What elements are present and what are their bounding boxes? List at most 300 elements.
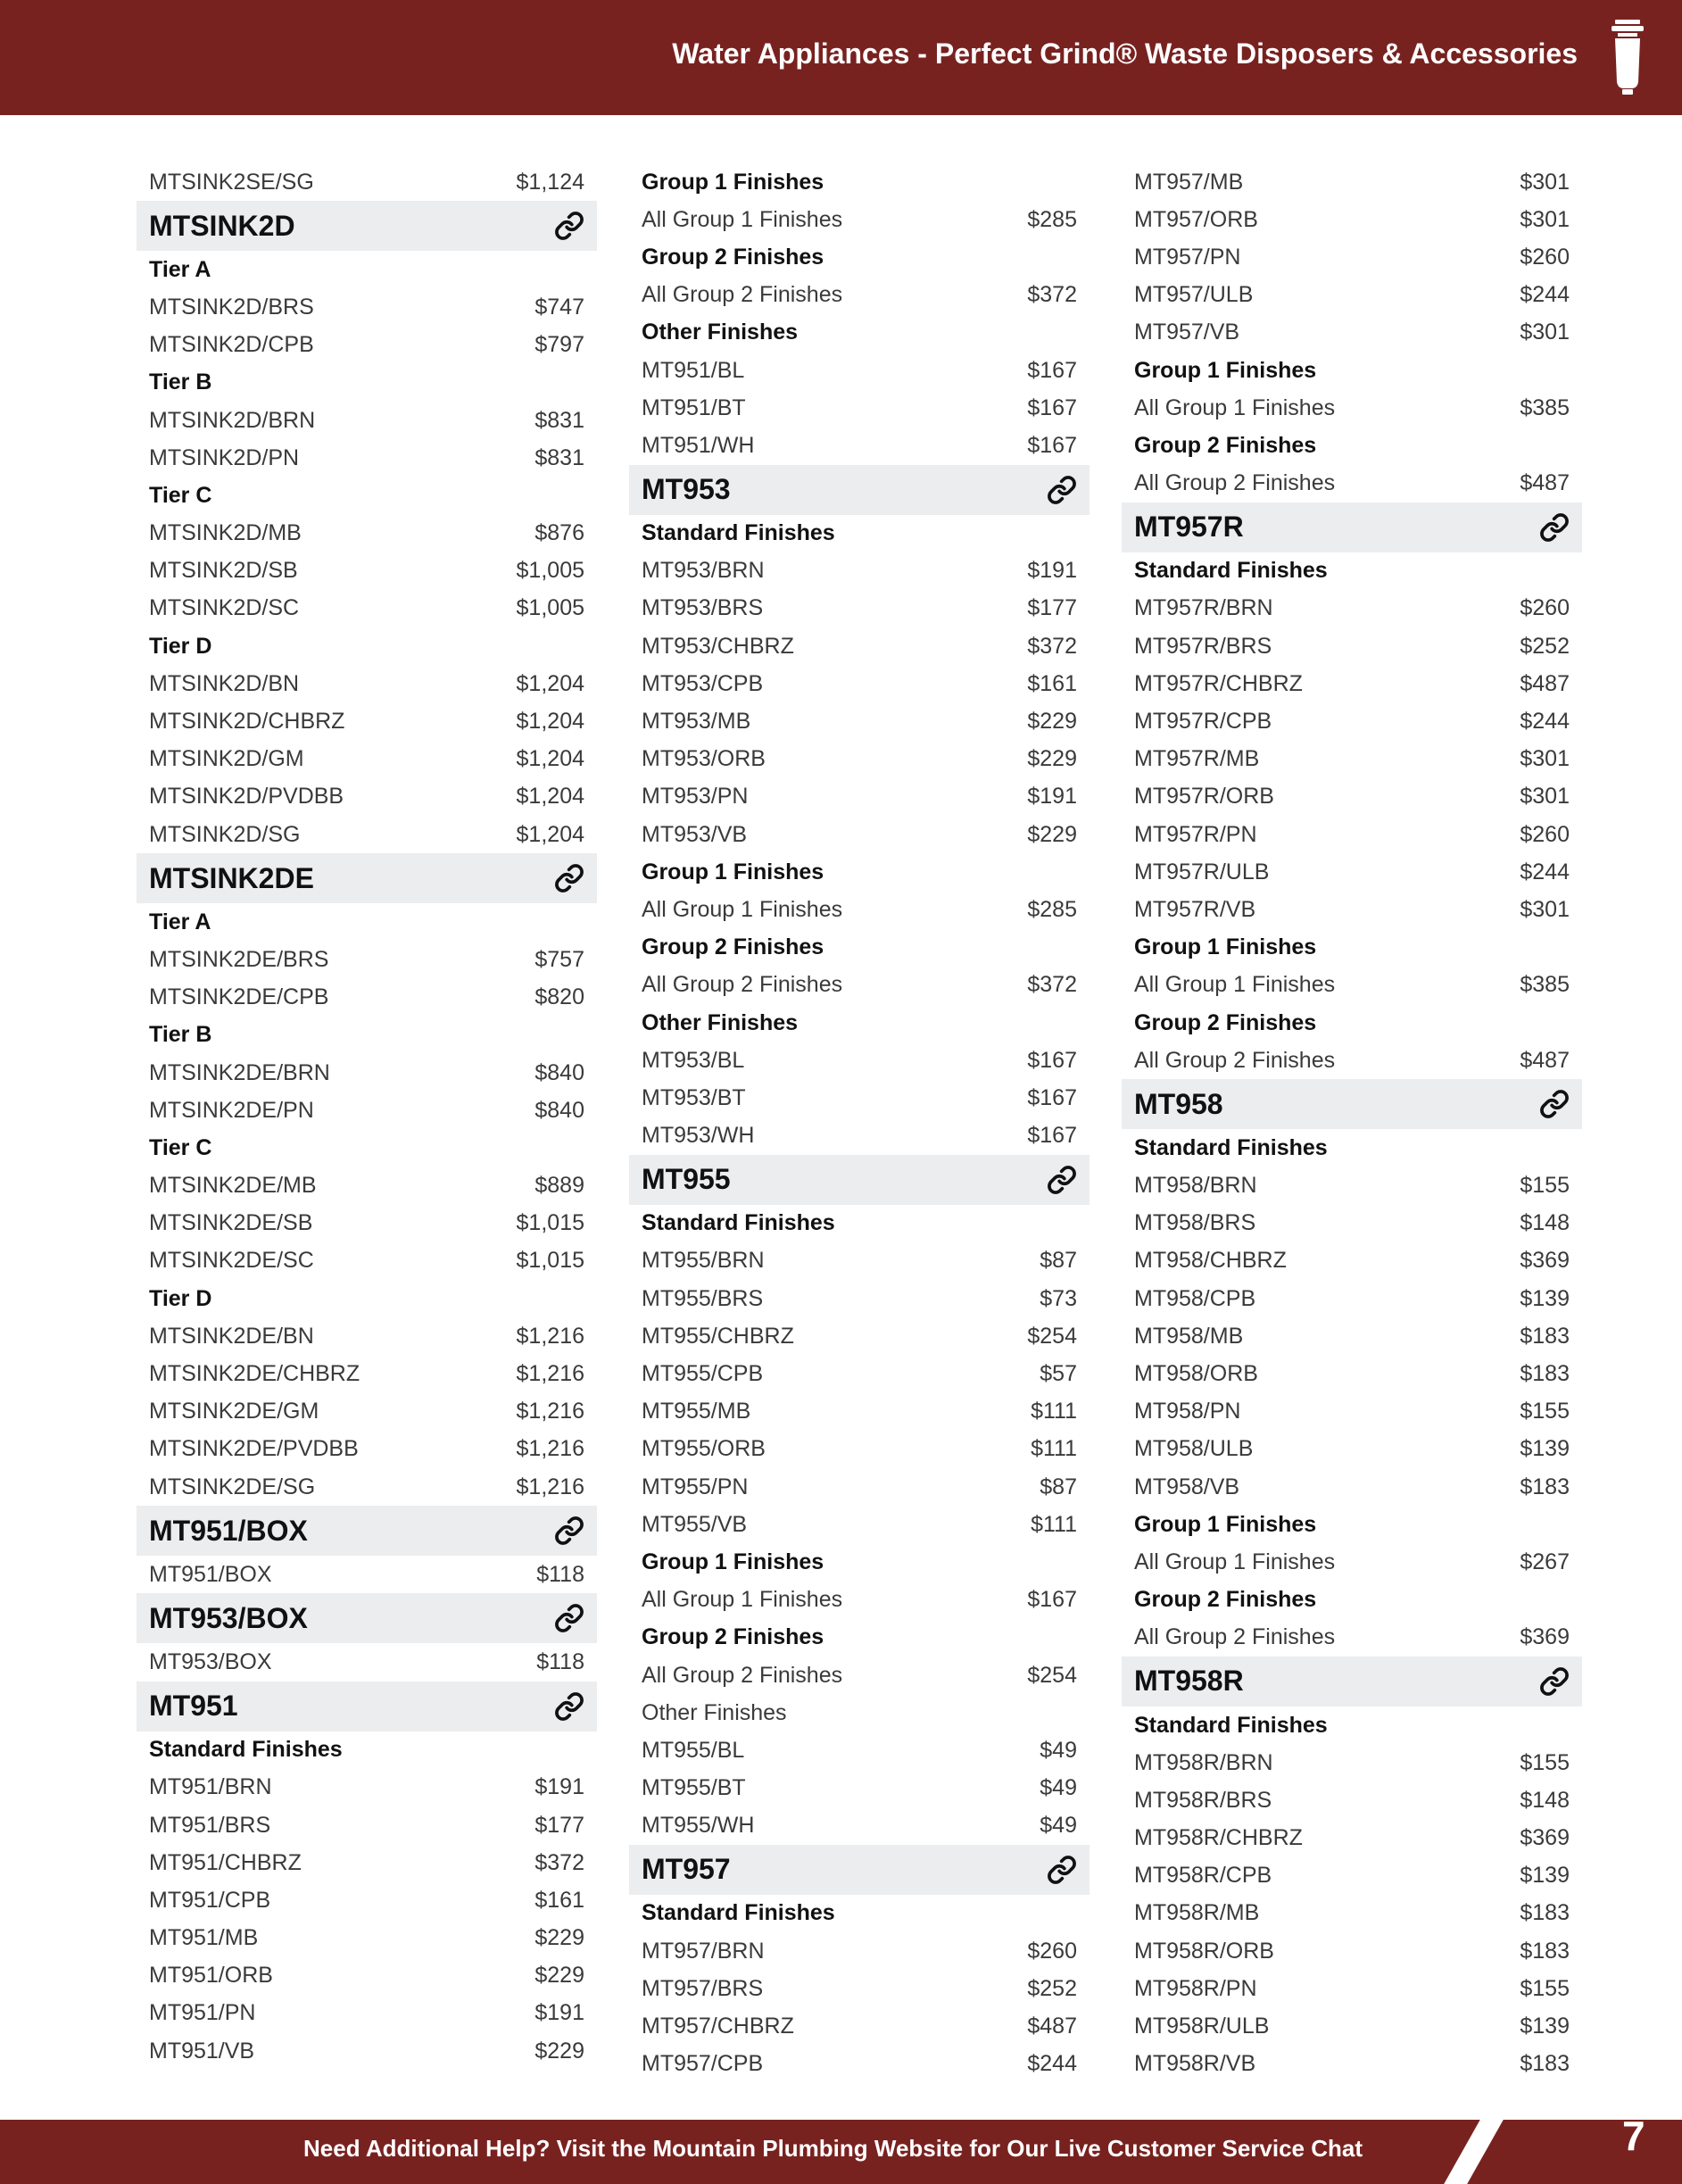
price-value: $301 bbox=[1520, 896, 1570, 922]
sku-label: MT957R/BRN bbox=[1134, 595, 1273, 621]
price-row bbox=[1122, 702, 1582, 740]
sku-label: MT951/CHBRZ bbox=[149, 1849, 302, 1875]
sku-label: MT957R/ULB bbox=[1134, 859, 1270, 884]
price-row bbox=[629, 891, 1090, 928]
price-value: $183 bbox=[1520, 1361, 1570, 1387]
price-value: $1,005 bbox=[516, 558, 584, 584]
link-icon[interactable] bbox=[554, 211, 584, 241]
price-row bbox=[1122, 1280, 1582, 1317]
sku-label: MT955/MB bbox=[642, 1399, 751, 1424]
price-value: $385 bbox=[1520, 972, 1570, 998]
finish-group-label: Group 1 Finishes bbox=[642, 1549, 824, 1574]
price-value: $254 bbox=[1027, 1662, 1077, 1688]
sku-label: MTSINK2DE/SB bbox=[149, 1210, 313, 1236]
price-row bbox=[137, 1806, 597, 1844]
price-row bbox=[137, 1167, 597, 1205]
sku-label: MT958/ORB bbox=[1134, 1361, 1258, 1387]
finish-group-label: Other Finishes bbox=[642, 1009, 799, 1035]
price-value: $139 bbox=[1520, 1285, 1570, 1311]
model-name: MT955 bbox=[642, 1163, 731, 1196]
finish-group-label: Group 2 Finishes bbox=[1134, 432, 1317, 458]
sku-label: MT958R/MB bbox=[1134, 1900, 1260, 1926]
price-row bbox=[137, 163, 597, 201]
price-row bbox=[1122, 627, 1582, 665]
price-row bbox=[629, 1932, 1090, 1970]
model-header bbox=[137, 853, 597, 903]
sku-label: MT951/PN bbox=[149, 2000, 256, 2026]
price-row bbox=[629, 1468, 1090, 1506]
sku-label: MT951/BRN bbox=[149, 1774, 272, 1800]
price-value: $301 bbox=[1520, 784, 1570, 810]
price-row bbox=[629, 1042, 1090, 1079]
sku-label: MT953/CHBRZ bbox=[642, 633, 794, 659]
link-icon[interactable] bbox=[554, 863, 584, 893]
sku-label: MTSINK2D/SG bbox=[149, 821, 301, 847]
price-value: $1,216 bbox=[516, 1361, 584, 1387]
sku-label: All Group 1 Finishes bbox=[642, 206, 843, 232]
price-row bbox=[1122, 1619, 1582, 1657]
price-value: $161 bbox=[534, 1887, 584, 1913]
price-row bbox=[1122, 201, 1582, 238]
price-row bbox=[137, 1317, 597, 1355]
sku-label: MT951/ORB bbox=[149, 1963, 273, 1989]
sku-label: MT953/WH bbox=[642, 1123, 755, 1149]
finish-group-label: Tier B bbox=[149, 1022, 212, 1048]
price-value: $183 bbox=[1520, 2051, 1570, 2077]
sku-label: MTSINK2D/PVDBB bbox=[149, 784, 344, 810]
price-value: $155 bbox=[1520, 1173, 1570, 1199]
price-row bbox=[137, 552, 597, 590]
price-value: $161 bbox=[1027, 670, 1077, 696]
price-value: $49 bbox=[1040, 1737, 1077, 1763]
price-value: $385 bbox=[1520, 394, 1570, 420]
price-row bbox=[1122, 1468, 1582, 1506]
price-row bbox=[1122, 816, 1582, 853]
price-row bbox=[629, 816, 1090, 853]
finish-group-label: Standard Finishes bbox=[1134, 1712, 1328, 1738]
price-row bbox=[1122, 891, 1582, 928]
sku-label: MTSINK2D/PN bbox=[149, 444, 300, 470]
model-name: MT957R bbox=[1134, 511, 1244, 544]
finish-group-label: Group 2 Finishes bbox=[642, 244, 824, 270]
price-value: $1,216 bbox=[516, 1399, 584, 1424]
sku-label: MTSINK2DE/BN bbox=[149, 1323, 314, 1349]
price-row bbox=[137, 1995, 597, 2032]
price-value: $260 bbox=[1520, 821, 1570, 847]
price-row bbox=[137, 515, 597, 552]
sku-label: MT958R/BRN bbox=[1134, 1749, 1273, 1775]
price-row bbox=[137, 1881, 597, 1919]
link-icon[interactable] bbox=[1539, 1666, 1570, 1697]
price-row bbox=[1122, 1167, 1582, 1205]
model-name: MTSINK2DE bbox=[149, 861, 314, 894]
price-row bbox=[629, 665, 1090, 702]
price-value: $831 bbox=[534, 407, 584, 433]
price-row bbox=[137, 1242, 597, 1280]
price-row bbox=[629, 741, 1090, 778]
finish-group-label: Standard Finishes bbox=[642, 1210, 835, 1236]
price-value: $111 bbox=[1031, 1511, 1077, 1537]
price-column-2 bbox=[629, 163, 1090, 2083]
model-header bbox=[1122, 502, 1582, 552]
price-value: $87 bbox=[1040, 1474, 1077, 1499]
sku-label: MT957/BRN bbox=[642, 1938, 765, 1964]
price-value: $254 bbox=[1027, 1323, 1077, 1349]
model-header bbox=[137, 1506, 597, 1556]
sku-label: MT951/VB bbox=[149, 2038, 255, 2064]
price-value: $111 bbox=[1031, 1436, 1077, 1462]
price-row bbox=[1122, 1781, 1582, 1819]
price-value: $757 bbox=[534, 946, 584, 972]
price-row bbox=[137, 1556, 597, 1593]
link-icon[interactable] bbox=[1047, 475, 1077, 505]
price-value: $118 bbox=[536, 1648, 584, 1674]
finish-group-label: Group 1 Finishes bbox=[1134, 357, 1317, 383]
price-row bbox=[137, 288, 597, 326]
sku-label: MT958/CPB bbox=[1134, 1285, 1256, 1311]
price-row bbox=[137, 402, 597, 439]
sku-label: MT958/VB bbox=[1134, 1474, 1240, 1499]
price-row bbox=[137, 327, 597, 364]
price-row bbox=[629, 1731, 1090, 1769]
sku-label: MT957R/PN bbox=[1134, 821, 1257, 847]
sku-label: MT957R/MB bbox=[1134, 746, 1260, 772]
price-row bbox=[137, 2032, 597, 2070]
link-icon[interactable] bbox=[1539, 1089, 1570, 1119]
finish-group-label: Other Finishes bbox=[642, 1699, 787, 1725]
sku-label: MT958R/CPB bbox=[1134, 1863, 1272, 1889]
sku-label: MT957/CPB bbox=[642, 2051, 764, 2077]
finish-group-label: Standard Finishes bbox=[642, 520, 835, 546]
model-name: MT953/BOX bbox=[149, 1601, 308, 1634]
finish-group-label: Tier A bbox=[149, 256, 211, 282]
finish-group-label: Standard Finishes bbox=[1134, 1134, 1328, 1160]
price-row bbox=[629, 2007, 1090, 2045]
price-value: $747 bbox=[534, 294, 584, 320]
link-icon[interactable] bbox=[554, 1603, 584, 1633]
sku-label: MT953/BRS bbox=[642, 595, 764, 621]
price-row bbox=[1122, 1431, 1582, 1468]
price-value: $840 bbox=[534, 1097, 584, 1123]
sku-label: MT951/BRS bbox=[149, 1812, 271, 1838]
price-value: $139 bbox=[1520, 2014, 1570, 2039]
price-value: $229 bbox=[534, 1963, 584, 1989]
price-row bbox=[1122, 465, 1582, 502]
sku-label: All Group 1 Finishes bbox=[642, 896, 843, 922]
price-row bbox=[137, 979, 597, 1017]
price-value: $1,216 bbox=[516, 1474, 584, 1499]
finish-group-label: Other Finishes bbox=[642, 320, 799, 345]
price-value: $183 bbox=[1520, 1474, 1570, 1499]
sku-label: MTSINK2DE/PVDBB bbox=[149, 1436, 359, 1462]
price-value: $301 bbox=[1520, 320, 1570, 345]
sku-label: MTSINK2D/BRN bbox=[149, 407, 316, 433]
model-name: MT957 bbox=[642, 1853, 731, 1886]
link-icon[interactable] bbox=[554, 1516, 584, 1546]
sku-label: MTSINK2DE/PN bbox=[149, 1097, 314, 1123]
price-value: $487 bbox=[1027, 2014, 1077, 2039]
price-value: $148 bbox=[1520, 1787, 1570, 1813]
price-row bbox=[629, 1393, 1090, 1431]
finish-group-label: Group 2 Finishes bbox=[642, 934, 824, 960]
sku-label: MT958R/VB bbox=[1134, 2051, 1256, 2077]
price-row bbox=[1122, 1355, 1582, 1392]
price-row bbox=[137, 702, 597, 740]
price-row bbox=[137, 816, 597, 853]
price-value: $301 bbox=[1520, 746, 1570, 772]
price-row bbox=[137, 1957, 597, 1995]
price-value: $229 bbox=[1027, 746, 1077, 772]
price-value: $889 bbox=[534, 1173, 584, 1199]
price-row bbox=[1122, 389, 1582, 427]
price-value: $155 bbox=[1520, 1975, 1570, 2001]
sku-label: MT957/MB bbox=[1134, 169, 1244, 195]
price-value: $1,204 bbox=[516, 784, 584, 810]
price-value: $876 bbox=[534, 520, 584, 546]
price-value: $244 bbox=[1520, 282, 1570, 308]
price-value: $155 bbox=[1520, 1399, 1570, 1424]
price-row bbox=[1122, 1393, 1582, 1431]
sku-label: MT955/CPB bbox=[642, 1361, 764, 1387]
sku-label: MT953/CPB bbox=[642, 670, 764, 696]
sku-label: MT958/PN bbox=[1134, 1399, 1241, 1424]
finish-group-label: Group 2 Finishes bbox=[1134, 1587, 1317, 1613]
price-row bbox=[137, 778, 597, 816]
price-row bbox=[137, 1643, 597, 1681]
finish-group-label: Tier A bbox=[149, 909, 211, 934]
price-row bbox=[137, 1205, 597, 1242]
sku-label: MT953/PN bbox=[642, 784, 749, 810]
price-value: $267 bbox=[1520, 1549, 1570, 1574]
price-value: $244 bbox=[1027, 2051, 1077, 2077]
sku-label: All Group 2 Finishes bbox=[642, 282, 843, 308]
sku-label: MTSINK2D/BN bbox=[149, 670, 300, 696]
price-row bbox=[1122, 665, 1582, 702]
model-header bbox=[137, 1593, 597, 1643]
price-value: $183 bbox=[1520, 1938, 1570, 1964]
sku-label: MT955/ORB bbox=[642, 1436, 766, 1462]
price-row bbox=[137, 1092, 597, 1129]
sku-label: All Group 2 Finishes bbox=[1134, 1624, 1336, 1650]
model-name: MT951 bbox=[149, 1690, 238, 1723]
price-value: $167 bbox=[1027, 1084, 1077, 1110]
price-row bbox=[1122, 853, 1582, 891]
model-header bbox=[137, 201, 597, 251]
finish-group-label: Tier D bbox=[149, 1285, 212, 1311]
price-row bbox=[1122, 1744, 1582, 1781]
sku-label: MTSINK2D/CHBRZ bbox=[149, 709, 345, 735]
price-value: $167 bbox=[1027, 432, 1077, 458]
sku-label: MT957/PN bbox=[1134, 244, 1241, 270]
price-value: $229 bbox=[534, 1925, 584, 1951]
price-row bbox=[629, 352, 1090, 389]
price-row bbox=[137, 1920, 597, 1957]
sku-label: MT957R/BRS bbox=[1134, 633, 1272, 659]
sku-label: All Group 2 Finishes bbox=[642, 1662, 843, 1688]
link-icon[interactable] bbox=[1047, 1855, 1077, 1885]
price-value: $183 bbox=[1520, 1323, 1570, 1349]
price-row bbox=[1122, 1820, 1582, 1857]
price-row bbox=[1122, 1242, 1582, 1280]
footer-slash-decoration bbox=[1438, 2096, 1517, 2184]
price-row bbox=[137, 665, 597, 702]
sku-label: MT957R/CHBRZ bbox=[1134, 670, 1303, 696]
sku-label: All Group 1 Finishes bbox=[1134, 972, 1336, 998]
price-value: $797 bbox=[534, 332, 584, 358]
sku-label: MT955/BRN bbox=[642, 1248, 765, 1274]
price-row bbox=[629, 1970, 1090, 2007]
price-value: $139 bbox=[1520, 1436, 1570, 1462]
sku-label: MT951/WH bbox=[642, 432, 755, 458]
price-value: $1,204 bbox=[516, 821, 584, 847]
model-header bbox=[137, 1682, 597, 1731]
finish-group-label: Group 2 Finishes bbox=[642, 1624, 824, 1650]
sku-label: MT955/WH bbox=[642, 1813, 755, 1839]
price-row bbox=[137, 1054, 597, 1092]
price-row bbox=[629, 1355, 1090, 1392]
finish-group-label: Tier C bbox=[149, 1134, 212, 1160]
model-name: MT958 bbox=[1134, 1087, 1223, 1120]
sku-label: MT953/MB bbox=[642, 709, 751, 735]
price-value: $372 bbox=[1027, 633, 1077, 659]
price-value: $372 bbox=[534, 1849, 584, 1875]
sku-label: MT955/BT bbox=[642, 1775, 746, 1801]
sku-label: MT957/BRS bbox=[642, 1975, 764, 2001]
price-value: $1,204 bbox=[516, 746, 584, 772]
price-value: $191 bbox=[534, 1774, 584, 1800]
sku-label: All Group 1 Finishes bbox=[1134, 394, 1336, 420]
model-header bbox=[1122, 1657, 1582, 1707]
price-row bbox=[629, 2046, 1090, 2083]
price-value: $260 bbox=[1520, 595, 1570, 621]
sku-label: All Group 2 Finishes bbox=[1134, 470, 1336, 496]
link-icon[interactable] bbox=[1539, 512, 1570, 543]
price-row bbox=[629, 627, 1090, 665]
price-value: $49 bbox=[1040, 1775, 1077, 1801]
price-row bbox=[1122, 277, 1582, 314]
sku-label: MT957/VB bbox=[1134, 320, 1240, 345]
model-name: MT953 bbox=[642, 473, 731, 505]
sku-label: MT955/PN bbox=[642, 1474, 749, 1499]
price-value: $369 bbox=[1520, 1248, 1570, 1274]
sku-label: MT958/BRS bbox=[1134, 1210, 1256, 1236]
sku-label: MT953/BOX bbox=[149, 1648, 272, 1674]
price-row bbox=[137, 1769, 597, 1806]
finish-group-label: Group 1 Finishes bbox=[642, 859, 824, 884]
price-value: $487 bbox=[1520, 670, 1570, 696]
price-value: $167 bbox=[1027, 1587, 1077, 1613]
page-number: 7 bbox=[1622, 2113, 1645, 2159]
sku-label: MTSINK2SE/SG bbox=[149, 169, 314, 195]
model-header bbox=[629, 465, 1090, 515]
price-value: $285 bbox=[1027, 206, 1077, 232]
price-row bbox=[629, 1657, 1090, 1694]
price-value: $831 bbox=[534, 444, 584, 470]
price-value: $1,005 bbox=[516, 595, 584, 621]
price-value: $301 bbox=[1520, 169, 1570, 195]
price-row bbox=[137, 741, 597, 778]
price-value: $252 bbox=[1027, 1975, 1077, 2001]
sku-label: MT951/BT bbox=[642, 394, 746, 420]
price-value: $177 bbox=[1027, 595, 1077, 621]
price-value: $1,015 bbox=[516, 1210, 584, 1236]
price-value: $167 bbox=[1027, 394, 1077, 420]
price-value: $840 bbox=[534, 1059, 584, 1085]
sku-label: MT953/ORB bbox=[642, 746, 766, 772]
page-title: Water Appliances - Perfect Grind® Waste Disposers & Accessories bbox=[672, 37, 1578, 70]
model-name: MT951/BOX bbox=[149, 1514, 308, 1547]
sku-label: MT958/BRN bbox=[1134, 1173, 1257, 1199]
price-row bbox=[629, 967, 1090, 1004]
model-name: MT958R bbox=[1134, 1665, 1244, 1698]
sku-label: MT951/BOX bbox=[149, 1561, 272, 1587]
price-value: $369 bbox=[1520, 1825, 1570, 1851]
sku-label: MT958R/PN bbox=[1134, 1975, 1257, 2001]
price-row bbox=[1122, 1543, 1582, 1581]
sku-label: MT953/VB bbox=[642, 821, 748, 847]
price-value: $301 bbox=[1520, 206, 1570, 232]
waste-disposer-icon bbox=[1610, 20, 1645, 96]
sku-label: All Group 1 Finishes bbox=[642, 1587, 843, 1613]
sku-label: MTSINK2D/SB bbox=[149, 558, 298, 584]
price-row bbox=[1122, 238, 1582, 276]
price-row bbox=[1122, 590, 1582, 627]
link-icon[interactable] bbox=[554, 1691, 584, 1722]
price-row bbox=[629, 1242, 1090, 1280]
price-row bbox=[137, 590, 597, 627]
finish-group-label: Standard Finishes bbox=[149, 1737, 343, 1763]
price-row bbox=[629, 1079, 1090, 1117]
sku-label: All Group 1 Finishes bbox=[1134, 1549, 1336, 1574]
sku-label: MT958/ULB bbox=[1134, 1436, 1254, 1462]
price-row bbox=[137, 1355, 597, 1392]
sku-label: MT951/MB bbox=[149, 1925, 259, 1951]
sku-label: MT951/CPB bbox=[149, 1887, 271, 1913]
price-row bbox=[1122, 967, 1582, 1004]
price-value: $183 bbox=[1520, 1900, 1570, 1926]
model-header bbox=[629, 1155, 1090, 1205]
price-value: $167 bbox=[1027, 1047, 1077, 1073]
sku-label: MT953/BT bbox=[642, 1084, 746, 1110]
price-row bbox=[137, 1393, 597, 1431]
sku-label: MTSINK2D/BRS bbox=[149, 294, 314, 320]
price-value: $229 bbox=[534, 2038, 584, 2064]
price-value: $285 bbox=[1027, 896, 1077, 922]
price-value: $167 bbox=[1027, 1123, 1077, 1149]
link-icon[interactable] bbox=[1047, 1165, 1077, 1195]
finish-group-label: Group 1 Finishes bbox=[1134, 1511, 1317, 1537]
price-row bbox=[1122, 314, 1582, 352]
finish-group-label: Tier D bbox=[149, 633, 212, 659]
price-row bbox=[137, 1844, 597, 1881]
price-value: $820 bbox=[534, 984, 584, 1010]
price-value: $118 bbox=[536, 1561, 584, 1587]
price-row bbox=[629, 277, 1090, 314]
price-value: $229 bbox=[1027, 821, 1077, 847]
price-row bbox=[629, 427, 1090, 464]
sku-label: MT957/ORB bbox=[1134, 206, 1258, 232]
price-value: $229 bbox=[1027, 709, 1077, 735]
price-row bbox=[1122, 1895, 1582, 1932]
sku-label: MT957R/VB bbox=[1134, 896, 1256, 922]
price-row bbox=[1122, 2046, 1582, 2083]
finish-group-label: Standard Finishes bbox=[642, 1900, 835, 1926]
sku-label: MTSINK2D/MB bbox=[149, 520, 302, 546]
price-row bbox=[629, 778, 1090, 816]
sku-label: MT957R/CPB bbox=[1134, 709, 1272, 735]
finish-group-label: Tier C bbox=[149, 482, 212, 508]
sku-label: MT955/BRS bbox=[642, 1285, 764, 1311]
